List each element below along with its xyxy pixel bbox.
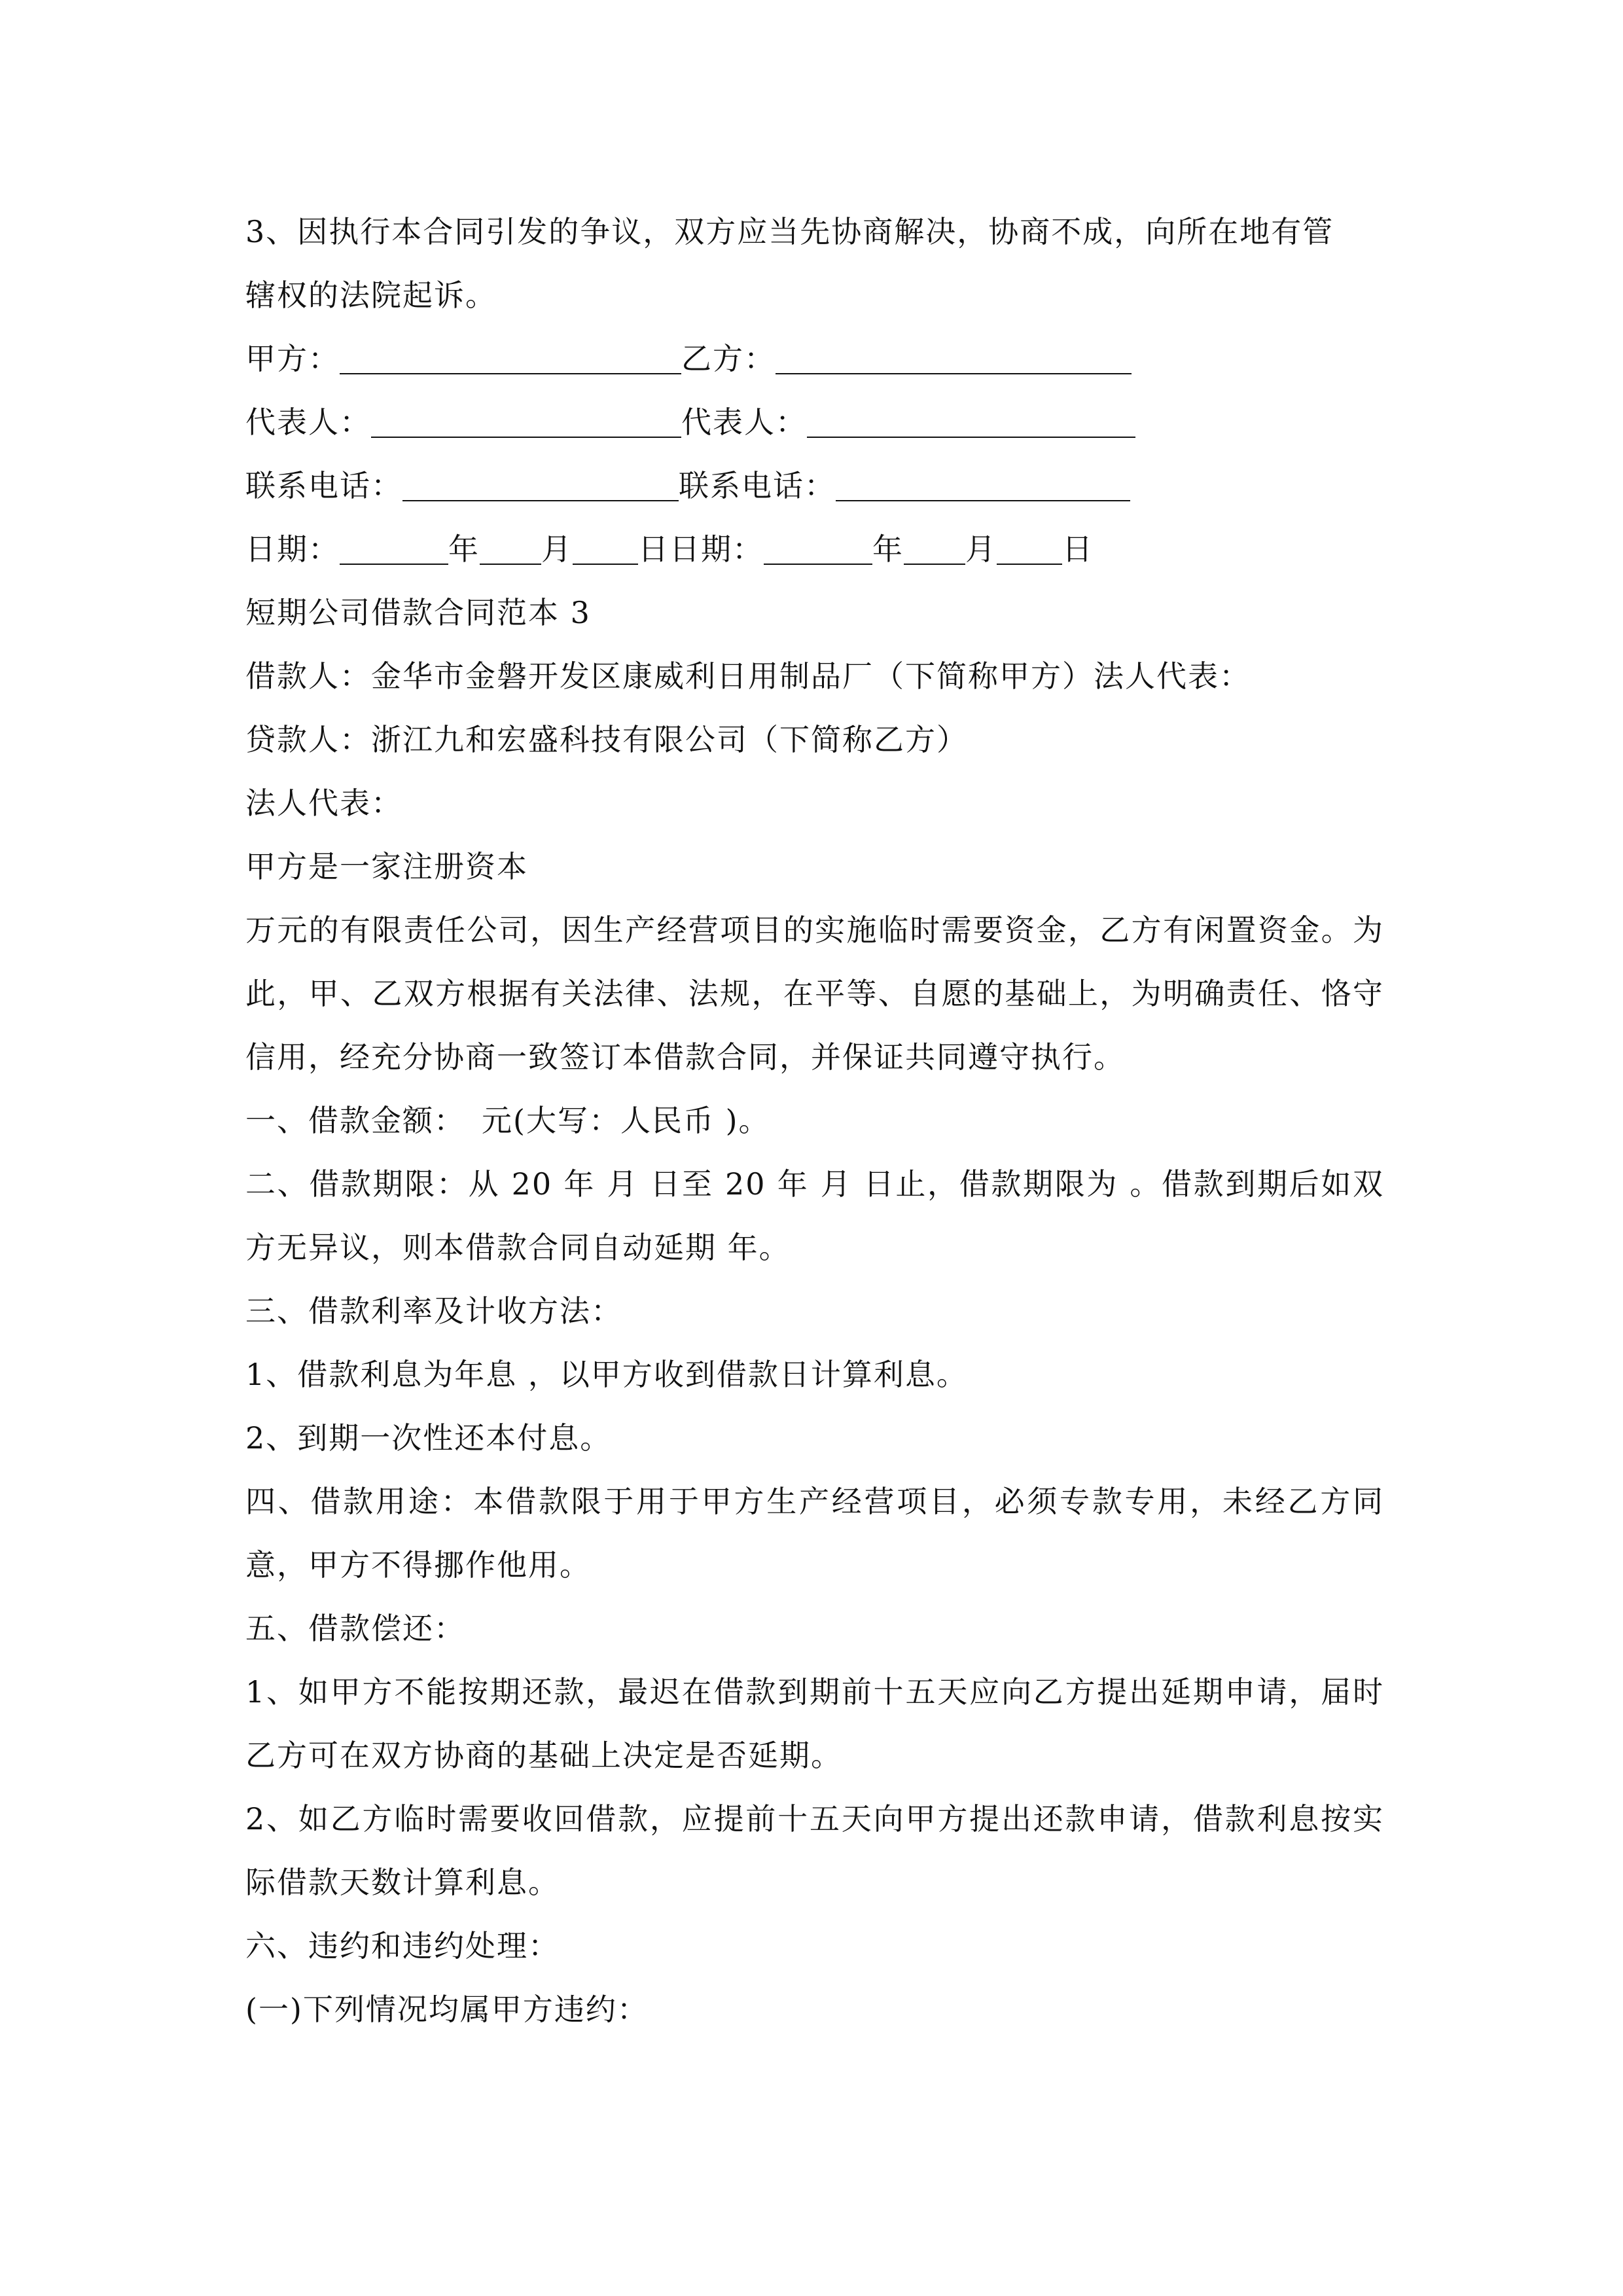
tel-b-label: 联系电话： — [679, 468, 836, 503]
year-b-label: 年 — [872, 531, 904, 567]
section-1-amount: 一、借款金额： 元(大写：人民币 )。 — [245, 1103, 770, 1138]
year-b-blank — [764, 527, 872, 565]
section-5-item-2: 2、如乙方临时需要收回借款，应提前十五天向甲方提出还款申请，借款利息按实际借款天数计算利息。 — [245, 1801, 1384, 1900]
signature-rep-row — [245, 391, 1384, 454]
intro-paragraph: 万元的有限责任公司，因生产经营项目的实施临时需要资金，乙方有闲置资金。为此，甲、乙双方根据有关法律、法规，在平等、自愿的基础上，为明确责任、恪守信用，经充分协商一致签订本借款合同，并保证共同遵守执行。 — [245, 912, 1384, 1075]
section-4-purpose: 四、借款用途：本借款限于用于甲方生产经营项目，必须专款专用，未经乙方同意，甲方不得挪作他用。 — [245, 1484, 1384, 1583]
rep-b-blank — [807, 400, 1135, 438]
month-b-label: 月 — [965, 531, 997, 567]
rep-b-label: 代表人： — [681, 404, 807, 440]
date-a-label: 日期： — [245, 531, 340, 567]
signature-party-row — [245, 327, 1384, 391]
day-b-label: 日 — [1062, 531, 1094, 567]
section-3-heading: 三、借款利率及计收方法： — [245, 1293, 622, 1329]
tel-a-blank — [402, 463, 679, 501]
year-a-label: 年 — [448, 531, 480, 567]
borrower-line: 借款人：金华市金磐开发区康威利日用制品厂（下简称甲方）法人代表： — [245, 658, 1251, 694]
section-6-heading: 六、违约和违约处理： — [245, 1928, 560, 1964]
section-6-item-1: (一)下列情况均属甲方违约： — [245, 1992, 649, 2027]
party-a-label: 甲方： — [245, 341, 340, 376]
tel-b-blank — [836, 463, 1130, 501]
month-a-blank — [480, 527, 541, 565]
month-b-blank — [904, 527, 965, 565]
intro-line-1: 甲方是一家注册资本 — [245, 849, 528, 884]
day-b-blank — [997, 527, 1062, 565]
legal-rep-line: 法人代表： — [245, 785, 402, 821]
document-body — [245, 200, 1384, 2041]
section-5-item-1: 1、如甲方不能按期还款，最迟在借款到期前十五天应向乙方提出延期申请，届时乙方可在双方协商的基础上决定是否延期。 — [245, 1674, 1384, 1773]
month-a-label: 月 — [541, 531, 573, 567]
day-a-blank — [573, 527, 638, 565]
section-3-item-1: 1、借款利息为年息 ，以甲方收到借款日计算利息。 — [245, 1357, 968, 1392]
party-b-blank — [776, 336, 1132, 374]
rep-a-label: 代表人： — [245, 404, 371, 440]
tel-a-label: 联系电话： — [245, 468, 402, 503]
party-b-label: 乙方： — [681, 341, 776, 376]
date-b-label: 日日期： — [638, 531, 764, 567]
year-a-blank — [340, 527, 448, 565]
section-3-item-2: 2、到期一次性还本付息。 — [245, 1420, 612, 1456]
section-5-heading: 五、借款偿还： — [245, 1611, 465, 1646]
section-2-term: 二、借款期限：从 20 年 月 日至 20 年 月 日止，借款期限为 。借款到期后如双方无异议，则本借款合同自动延期 年。 — [245, 1166, 1384, 1265]
contract-title: 短期公司借款合同范本 3 — [245, 595, 591, 630]
rep-a-blank — [371, 400, 681, 438]
signature-date-row — [245, 518, 1384, 581]
lender-line: 贷款人：浙江九和宏盛科技有限公司（下简称乙方） — [245, 722, 968, 757]
clause-3-line-2: 辖权的法院起诉。 — [245, 278, 497, 313]
signature-tel-row — [245, 454, 1384, 518]
clause-3-line-1: 3、因执行本合同引发的争议，双方应当先协商解决，协商不成，向所在地有管 — [245, 214, 1334, 249]
party-a-blank — [340, 336, 681, 374]
